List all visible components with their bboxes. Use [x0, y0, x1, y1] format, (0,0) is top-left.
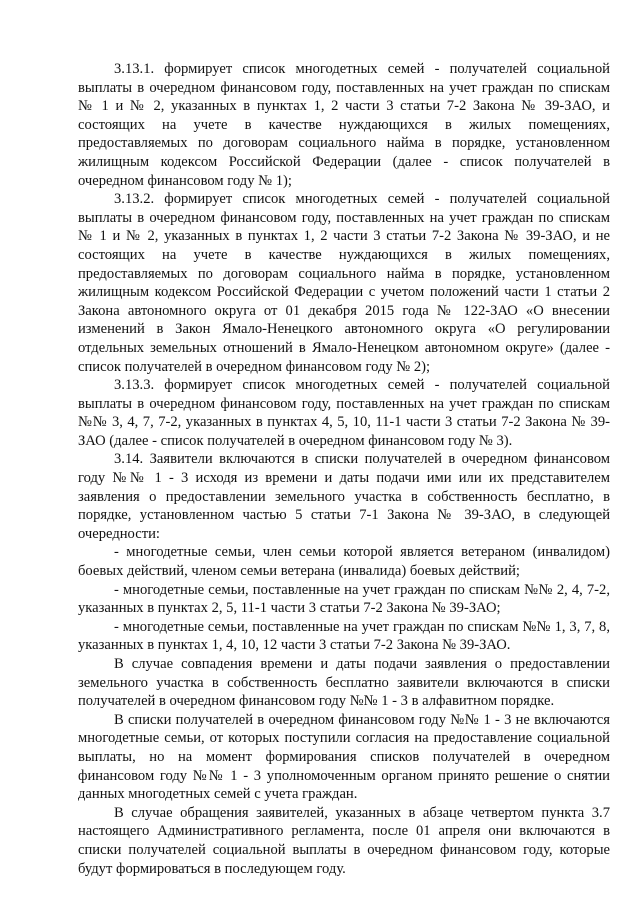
document-page	[78, 60, 610, 878]
list-item-veterans: - многодетные семьи, член семьи которой является ветераном (инвалидом) боевых действий, членом семьи ветерана (инвалида) боевых действий;	[78, 544, 610, 580]
paragraph-3-13-2: 3.13.2. формирует список многодетных семей - получателей социальной выплаты в очередном финансовом году, поставленных на учет граждан по спискам № 1 и № 2, указанных в пунктах 1, 2 части 3 статьи 7-2 Закона № 39-ЗАО, и не состоящих на учете в качестве нуждающихся в жилых помещениях, предоставляемых по договорам социального найма в порядке, установленном жилищным кодексом Российской Федерации с учетом положений части 1 статьи 2 Закона автономного округа от 01 декабря 2015 года № 122-ЗАО «О внесении изменений в Закон Ямало-Ненецкого автономного округа «О регулировании отдельных земельных отношений в Ямало-Ненецком автономном округе» (далее - список получателей в очередном финансовом году № 2);	[78, 191, 610, 375]
paragraph-exclusion: В списки получателей в очередном финансовом году №№ 1 - 3 не включаются многодетные семьи, от которых поступили согласия на предоставление социальной выплаты, но на момент формирования списков получателей в очередном финансовом году №№ 1 - 3 уполномоченным органом принято решение о снятии данных многодетных семей с учета граждан.	[78, 711, 610, 803]
paragraph-late-application: В случае обращения заявителей, указанных в абзаце четвертом пункта 3.7 настоящего Административного регламента, после 01 апреля они включаются в списки получателей социальной выплаты в очередном финансовом году, которые будут формироваться в последующем году.	[78, 804, 610, 877]
list-item-lists-2-4-7-2: - многодетные семьи, поставленные на учет граждан по спискам №№ 2, 4, 7-2, указанных в пунктах 2, 5, 11-1 части 3 статьи 7-2 Закона № 39-ЗАО;	[78, 581, 610, 617]
paragraph-3-13-1: 3.13.1. формирует список многодетных семей - получателей социальной выплаты в очередном финансовом году, поставленных на учет граждан по спискам № 1 и № 2, указанных в пунктах 1, 2 части 3 статьи 7-2 Закона № 39-ЗАО, и состоящих на учете в качестве нуждающихся в жилых помещениях, предоставляемых по договорам социального найма в порядке, установленном жилищным кодексом Российской Федерации (далее - список получателей в очередном финансовом году № 1);	[78, 61, 610, 189]
paragraph-coincidence: В случае совпадения времени и даты подачи заявления о предоставлении земельного участка в собственность бесплатно заявители включаются в списки получателей в очередном финансовом году №№ 1 - 3 в алфавитном порядке.	[78, 656, 610, 710]
paragraph-3-14: 3.14. Заявители включаются в списки получателей в очередном финансовом году №№ 1 - 3 исходя из времени и даты подачи ими или их представителем заявления о предоставлении земельного участка в собственность бесплатно, в порядке, установленном частью 5 статьи 7-1 Закона № 39-ЗАО, в следующей очередности:	[78, 451, 610, 542]
list-item-lists-1-3-7-8: - многодетные семьи, поставленные на учет граждан по спискам №№ 1, 3, 7, 8, указанных в пунктах 1, 4, 10, 12 части 3 статьи 7-2 Закона № 39-ЗАО.	[78, 618, 610, 654]
paragraph-3-13-3: 3.13.3. формирует список многодетных семей - получателей социальной выплаты в очередном финансовом году, поставленных на учет граждан по спискам №№ 3, 4, 7, 7-2, указанных в пунктах 4, 5, 10, 11-1 части 3 статьи 7-2 Закона № 39-ЗАО (далее - список получателей в очередном финансовом году № 3).	[78, 377, 610, 449]
